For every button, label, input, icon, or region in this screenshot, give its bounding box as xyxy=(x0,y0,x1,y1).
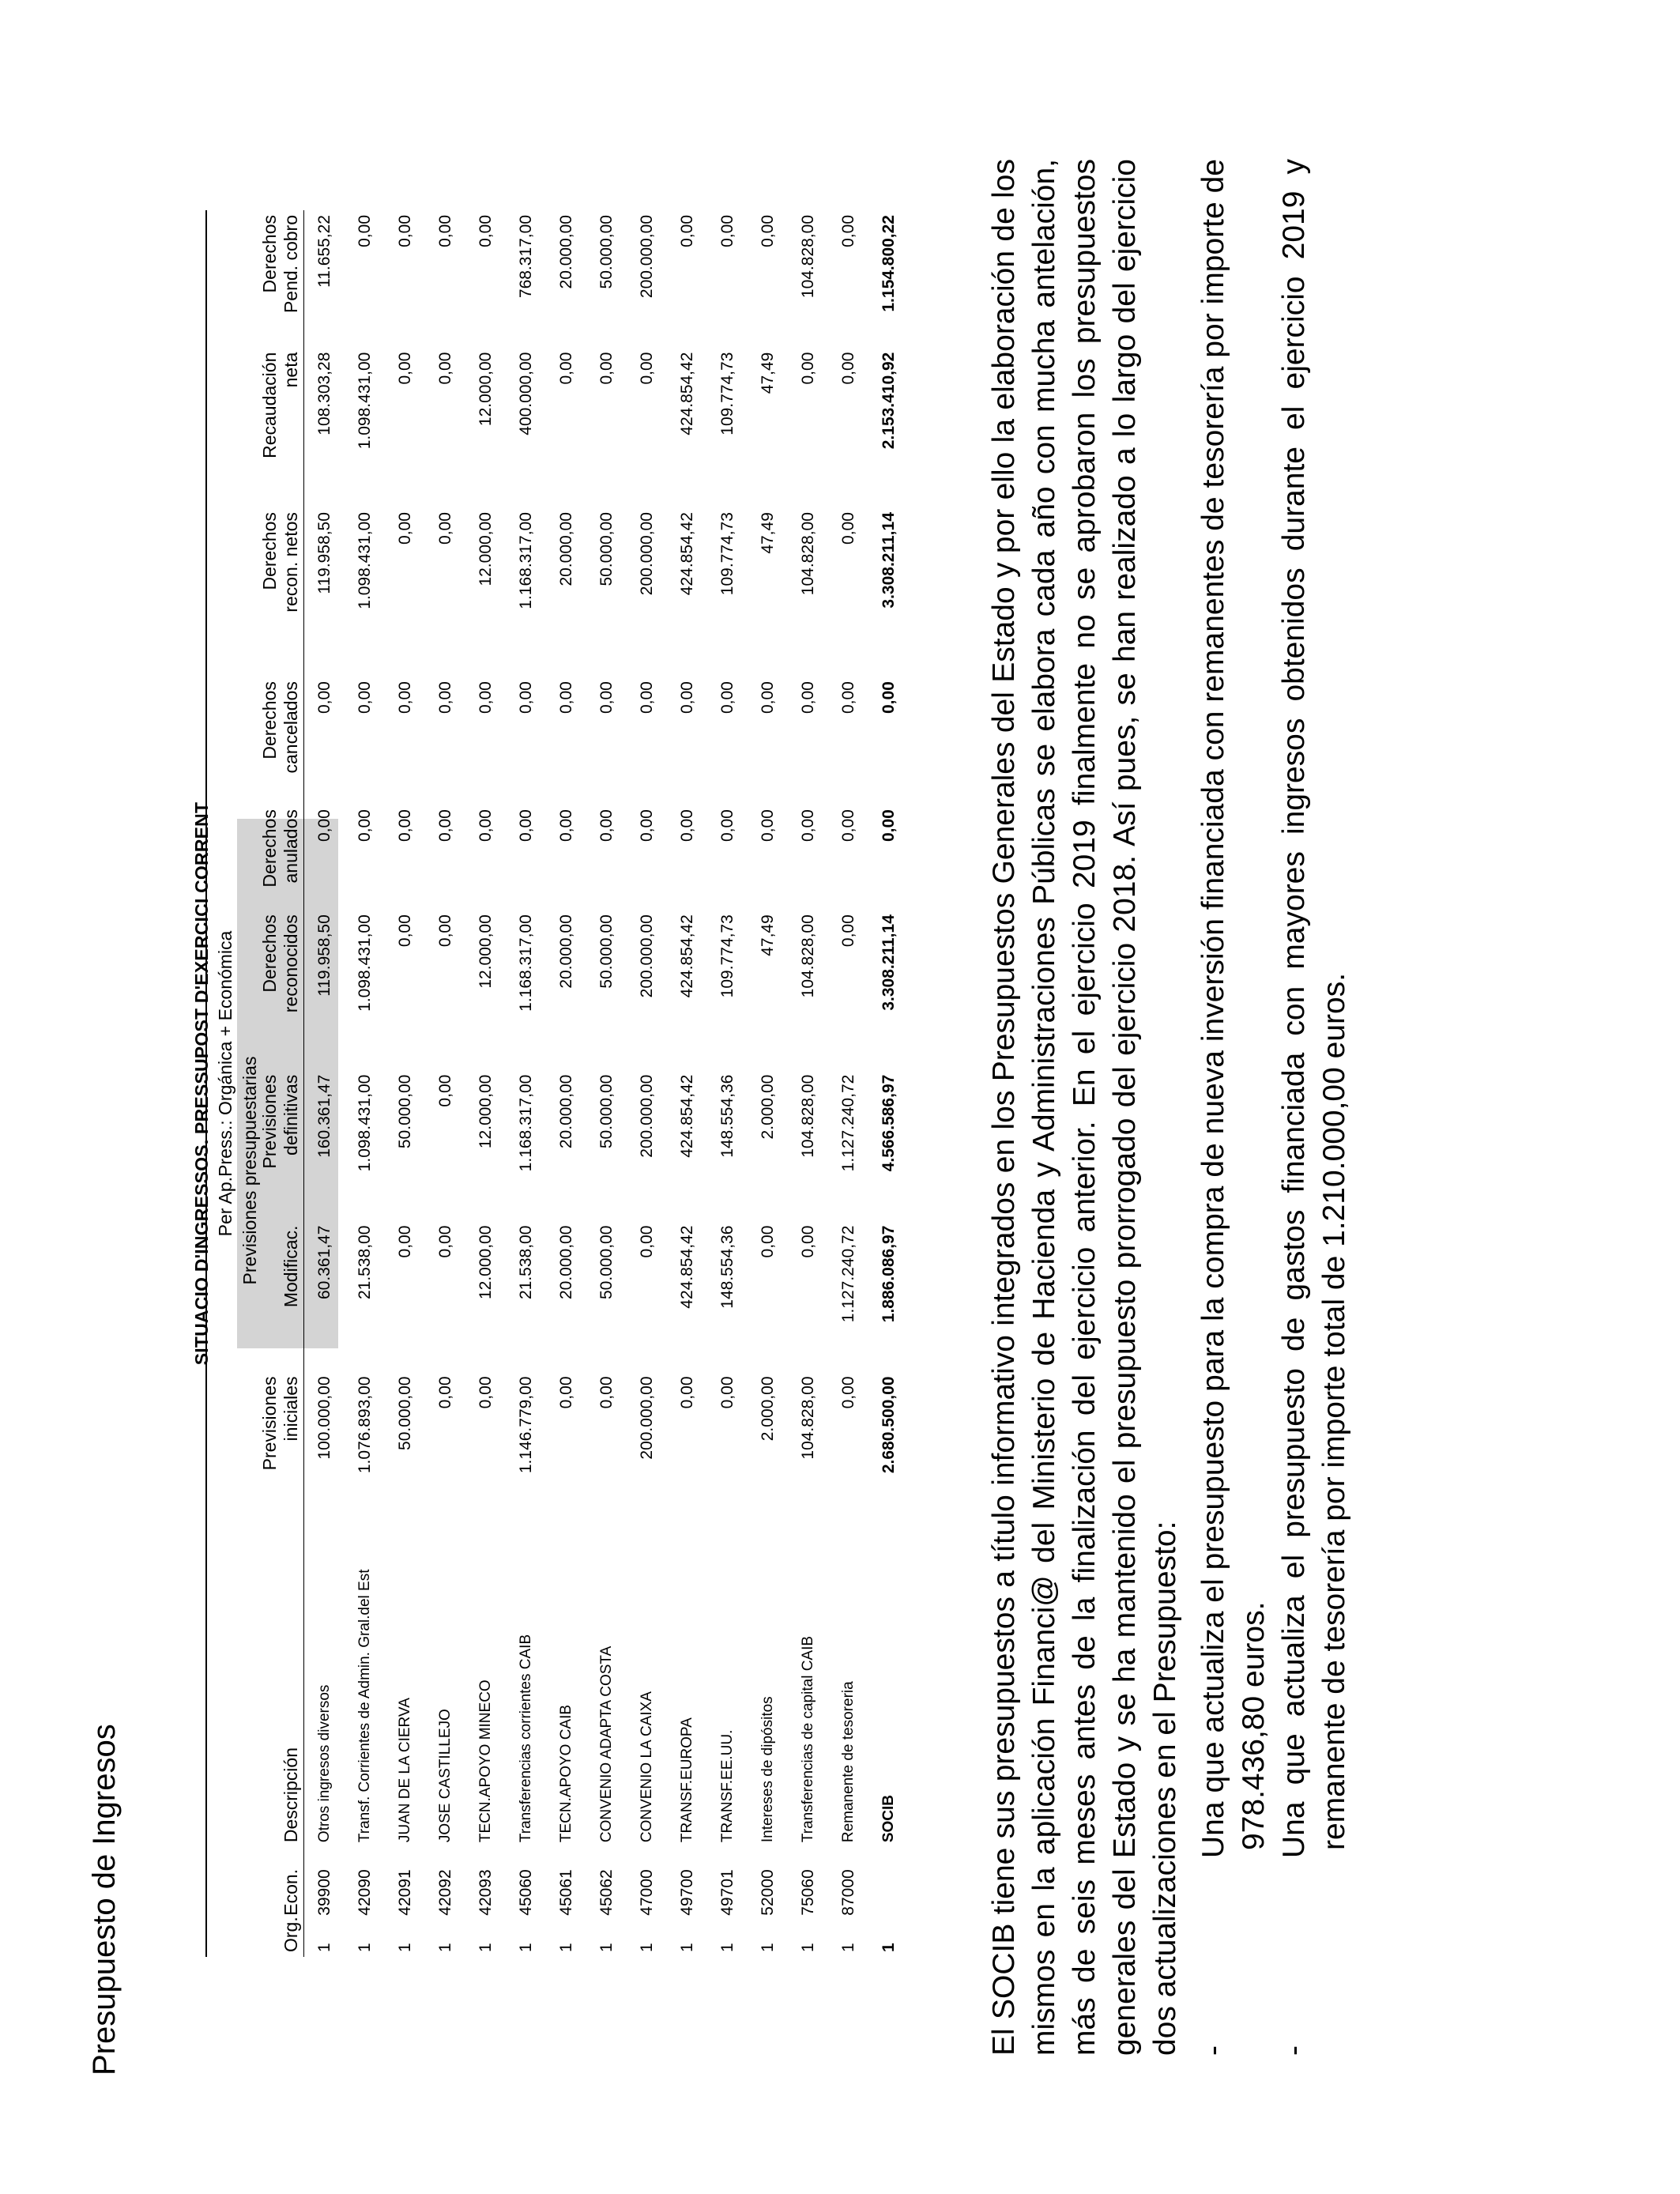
recon-netos-cell: 109.774,73 xyxy=(718,512,736,596)
prev-definitivas-cell: 12.000,00 xyxy=(476,1074,495,1149)
modificac-cell: 21.538,00 xyxy=(516,1225,535,1300)
table-row xyxy=(506,210,546,1957)
table-row xyxy=(627,210,667,1957)
col-org: Org. xyxy=(259,1921,304,1957)
recaudacion-cell: 0,00 xyxy=(838,352,857,385)
anulados-cell: 0,00 xyxy=(435,809,454,843)
org-cell: 1 xyxy=(476,1943,495,1952)
recaudacion-cell: 0,00 xyxy=(435,352,454,385)
table-top-rule xyxy=(205,210,207,1957)
table-row xyxy=(788,210,828,1957)
col-prev-definitivas: Previsiones definitivas xyxy=(259,1070,304,1221)
econ-cell: 87000 xyxy=(838,1869,857,1916)
econ-cell: 45061 xyxy=(556,1869,575,1916)
prev-iniciales-cell: 0,00 xyxy=(597,1376,616,1409)
anulados-cell: 0,00 xyxy=(838,809,857,843)
org-cell: 1 xyxy=(879,1943,898,1952)
modificac-cell: 0,00 xyxy=(435,1225,454,1258)
modificac-cell: 0,00 xyxy=(395,1225,414,1258)
pend-cobro-cell: 0,00 xyxy=(758,215,777,247)
recon-netos-cell: 200.000,00 xyxy=(637,512,656,596)
anulados-cell: 0,00 xyxy=(315,809,333,843)
anulados-cell: 0,00 xyxy=(597,809,616,843)
descripcion-cell: CONVENIO ADAPTA COSTA xyxy=(597,1646,615,1843)
prev-definitivas-cell: 148.554,36 xyxy=(718,1074,736,1158)
modificac-cell: 0,00 xyxy=(758,1225,777,1258)
col-prev-iniciales: Previsiones iniciales xyxy=(259,1372,304,1536)
prev-iniciales-cell: 0,00 xyxy=(435,1376,454,1409)
recon-netos-cell: 1.168.317,00 xyxy=(516,512,535,609)
col-modificac: Modificac. xyxy=(259,1221,304,1372)
recaudacion-cell: 0,00 xyxy=(395,352,414,385)
org-cell: 1 xyxy=(677,1943,696,1952)
reconocidos-cell: 47,49 xyxy=(758,914,777,956)
reconocidos-cell: 0,00 xyxy=(838,914,857,948)
reconocidos-cell: 200.000,00 xyxy=(637,914,656,998)
col-reconocidos: Derechos reconocidos xyxy=(259,910,304,1069)
recaudacion-cell: 424.854,42 xyxy=(677,352,696,435)
cancelados-cell: 0,00 xyxy=(879,681,898,714)
econ-cell: 42092 xyxy=(435,1869,454,1916)
recon-netos-cell: 119.958,50 xyxy=(315,512,333,594)
bullet-item xyxy=(1274,159,1354,2056)
pend-cobro-cell: 0,00 xyxy=(395,215,414,247)
page-title: Presupuesto de Ingresos xyxy=(87,1724,122,2075)
prev-iniciales-cell: 1.146.779,00 xyxy=(516,1376,535,1474)
org-cell: 1 xyxy=(597,1943,616,1952)
modificac-cell: 12.000,00 xyxy=(476,1225,495,1300)
org-cell: 1 xyxy=(758,1943,777,1952)
pend-cobro-cell: 0,00 xyxy=(677,215,696,247)
recaudacion-cell: 0,00 xyxy=(798,352,817,385)
prev-definitivas-cell: 2.000,00 xyxy=(758,1074,777,1140)
econ-cell: 49701 xyxy=(718,1869,736,1916)
prev-definitivas-cell: 50.000,00 xyxy=(597,1074,616,1149)
descripcion-cell: TRANSF.EE.UU. xyxy=(718,1729,736,1843)
pend-cobro-cell: 0,00 xyxy=(355,215,374,247)
col-descripcion: Descripción xyxy=(259,1536,304,1847)
cancelados-cell: 0,00 xyxy=(597,681,616,714)
pend-cobro-cell: 11.655,22 xyxy=(315,215,333,288)
econ-cell: 39900 xyxy=(315,1869,333,1916)
org-cell: 1 xyxy=(395,1943,414,1952)
descripcion-cell: SOCIB xyxy=(880,1794,897,1843)
anulados-cell: 0,00 xyxy=(395,809,414,843)
pend-cobro-cell: 200.000,00 xyxy=(637,215,656,299)
org-cell: 1 xyxy=(516,1943,535,1952)
anulados-cell: 0,00 xyxy=(516,809,535,843)
reconocidos-cell: 3.308.211,14 xyxy=(879,914,898,1011)
pend-cobro-cell: 0,00 xyxy=(476,215,495,247)
recon-netos-cell: 0,00 xyxy=(435,512,454,545)
reconocidos-cell: 119.958,50 xyxy=(315,914,333,997)
econ-cell: 42091 xyxy=(395,1869,414,1916)
descripcion-cell: CONVENIO LA CAIXA xyxy=(638,1691,655,1843)
table-row xyxy=(546,210,586,1957)
pend-cobro-cell: 50.000,00 xyxy=(597,215,616,289)
recaudacion-cell: 400.000,00 xyxy=(516,352,535,435)
pend-cobro-cell: 0,00 xyxy=(718,215,736,247)
descripcion-cell: JUAN DE LA CIERVA xyxy=(396,1698,413,1843)
recaudacion-cell: 47,49 xyxy=(758,352,777,394)
prev-iniciales-cell: 0,00 xyxy=(838,1376,857,1409)
org-cell: 1 xyxy=(315,1943,333,1952)
econ-cell: 49700 xyxy=(677,1869,696,1916)
econ-cell: 52000 xyxy=(758,1869,777,1916)
anulados-cell: 0,00 xyxy=(476,809,495,843)
descripcion-cell: TRANSF.EUROPA xyxy=(678,1717,695,1843)
cancelados-cell: 0,00 xyxy=(677,681,696,714)
descripcion-cell: Otros ingresos diversos xyxy=(315,1684,333,1843)
pend-cobro-cell: 768.317,00 xyxy=(516,215,535,299)
prev-iniciales-cell: 2.000,00 xyxy=(758,1376,777,1442)
prev-iniciales-cell: 2.680.500,00 xyxy=(879,1376,898,1474)
prev-definitivas-cell: 1.127.240,72 xyxy=(838,1074,857,1172)
table-body xyxy=(304,210,910,1957)
recon-netos-cell: 104.828,00 xyxy=(798,512,817,596)
bullet-text: Una que actualiza el presupuesto para la compra de nueva inversión financiada con remanentes de tesorería por importe de 978.436,80 euros. xyxy=(1196,159,1271,1858)
econ-cell: 47000 xyxy=(637,1869,656,1916)
prev-definitivas-cell: 200.000,00 xyxy=(637,1074,656,1158)
recon-netos-cell: 1.098.431,00 xyxy=(355,512,374,609)
modificac-cell: 0,00 xyxy=(798,1225,817,1258)
recaudacion-cell: 108.303,28 xyxy=(315,352,333,435)
recaudacion-cell: 0,00 xyxy=(637,352,656,385)
group-label: Previsiones presupuestarias xyxy=(239,1056,260,1285)
descripcion-cell: TECN.APOYO MINECO xyxy=(477,1679,494,1843)
modificac-cell: 21.538,00 xyxy=(355,1225,374,1300)
col-econ: Econ. xyxy=(259,1847,304,1921)
descripcion-cell: Intereses de dipósitos xyxy=(759,1696,776,1843)
recaudacion-cell: 109.774,73 xyxy=(718,352,736,435)
org-cell: 1 xyxy=(798,1943,817,1952)
prev-iniciales-cell: 104.828,00 xyxy=(798,1376,817,1460)
cancelados-cell: 0,00 xyxy=(838,681,857,714)
reconocidos-cell: 104.828,00 xyxy=(798,914,817,998)
anulados-cell: 0,00 xyxy=(355,809,374,843)
prev-iniciales-cell: 0,00 xyxy=(718,1376,736,1409)
reconocidos-cell: 12.000,00 xyxy=(476,914,495,989)
descripcion-cell: Remanente de tesoreria xyxy=(839,1681,857,1843)
anulados-cell: 0,00 xyxy=(798,809,817,843)
table-title: SITUACIO D'INGRESSOS. PRESSUPOST D'EXERCICI CORRENT xyxy=(191,801,212,1366)
prev-definitivas-cell: 104.828,00 xyxy=(798,1074,817,1158)
prev-iniciales-cell: 100.000,00 xyxy=(315,1376,333,1460)
prev-definitivas-cell: 4.566.586,97 xyxy=(879,1074,898,1172)
econ-cell xyxy=(868,1847,909,1921)
table-row xyxy=(828,210,868,1957)
prev-iniciales-cell: 0,00 xyxy=(677,1376,696,1409)
cancelados-cell: 0,00 xyxy=(718,681,736,714)
prev-iniciales-cell: 0,00 xyxy=(476,1376,495,1409)
bullet-item xyxy=(1193,159,1274,2056)
prev-iniciales-cell: 200.000,00 xyxy=(637,1376,656,1460)
col-pend-cobro: Derechos Pend. cobro xyxy=(259,210,304,348)
cancelados-cell: 0,00 xyxy=(516,681,535,714)
prev-definitivas-cell: 1.098.431,00 xyxy=(355,1074,374,1172)
modificac-cell: 20.000,00 xyxy=(556,1225,575,1300)
reconocidos-cell: 424.854,42 xyxy=(677,914,696,998)
reconocidos-cell: 1.098.431,00 xyxy=(355,914,374,1012)
modificac-cell: 0,00 xyxy=(637,1225,656,1258)
bullet-dash: - xyxy=(1277,2045,1311,2056)
anulados-cell: 0,00 xyxy=(879,809,898,843)
descripcion-cell: Transferencias corrientes CAIB xyxy=(517,1634,534,1843)
org-cell: 1 xyxy=(637,1943,656,1952)
pend-cobro-cell: 1.154.800,22 xyxy=(879,215,898,312)
table-subtitle: Per Ap.Press.: Orgánica + Económica xyxy=(215,930,235,1237)
modificac-cell: 1.127.240,72 xyxy=(838,1225,857,1323)
modificac-cell: 1.886.086,97 xyxy=(879,1225,898,1323)
reconocidos-cell: 50.000,00 xyxy=(597,914,616,989)
econ-cell: 45062 xyxy=(597,1869,616,1916)
cancelados-cell: 0,00 xyxy=(637,681,656,714)
cancelados-cell: 0,00 xyxy=(435,681,454,714)
table-row xyxy=(748,210,788,1957)
org-cell: 1 xyxy=(838,1943,857,1952)
prev-definitivas-cell: 424.854,42 xyxy=(677,1074,696,1158)
total-row xyxy=(868,210,909,1957)
prev-definitivas-cell: 1.168.317,00 xyxy=(516,1074,535,1172)
table-row xyxy=(465,210,506,1957)
cancelados-cell: 0,00 xyxy=(355,681,374,714)
recon-netos-cell: 424.854,42 xyxy=(677,512,696,596)
descripcion-cell: Transf. Corrientes de Admin. Gral.del Est xyxy=(356,1569,373,1843)
econ-cell: 75060 xyxy=(798,1869,817,1916)
cancelados-cell: 0,00 xyxy=(758,681,777,714)
recaudacion-cell: 0,00 xyxy=(597,352,616,385)
bullet-list xyxy=(1193,159,1354,2056)
prev-definitivas-cell: 20.000,00 xyxy=(556,1074,575,1149)
prev-iniciales-cell: 0,00 xyxy=(556,1376,575,1409)
bullet-text: Una que actualiza el presupuesto de gastos financiada con mayores ingresos obtenidos durante el ejercicio 2019 y remanente de tesorería por importe total de 1.210.000,00 euros. xyxy=(1277,159,1351,1858)
descripcion-cell: TECN.APOYO CAIB xyxy=(557,1704,574,1843)
recon-netos-cell: 20.000,00 xyxy=(556,512,575,586)
cancelados-cell: 0,00 xyxy=(476,681,495,714)
income-table xyxy=(259,210,909,1957)
modificac-cell: 50.000,00 xyxy=(597,1225,616,1300)
recaudacion-cell: 0,00 xyxy=(556,352,575,385)
cancelados-cell: 0,00 xyxy=(395,681,414,714)
descripcion-cell: JOSE CASTILLEJO xyxy=(436,1709,454,1843)
table-row xyxy=(425,210,465,1957)
bullet-dash: - xyxy=(1196,2045,1230,2056)
org-cell: 1 xyxy=(435,1943,454,1952)
cancelados-cell: 0,00 xyxy=(798,681,817,714)
descripcion-cell: Transferencias de capital CAIB xyxy=(799,1635,816,1843)
table-row xyxy=(667,210,707,1957)
econ-cell: 42093 xyxy=(476,1869,495,1916)
body-paragraph: El SOCIB tiene sus presupuestos a título informativo integrados en los Presupuestos Generales del Estado y por ello la elaboración de los mismos en la aplicación Financi@ del Ministerio de Hacienda y Administraciones Públicas se elabora cada año con mucha antelación, más de seis meses antes de la finalización del ejercicio anterior. En el ejercicio 2019 finalmente no se aprobaron los presupuestos generales del Estado y se ha mantenido el presupuesto prorrogado del ejercicio 2018. Así pues, se han realizado a lo largo del ejercicio dos actualizaciones en el Presupuesto: xyxy=(987,159,1182,2056)
modificac-cell: 424.854,42 xyxy=(677,1225,696,1309)
pend-cobro-cell: 20.000,00 xyxy=(556,215,575,289)
prev-iniciales-cell: 1.076.893,00 xyxy=(355,1376,374,1474)
modificac-cell: 148.554,36 xyxy=(718,1225,736,1309)
table-row xyxy=(304,210,345,1957)
header-row xyxy=(259,210,304,1957)
cancelados-cell: 0,00 xyxy=(556,681,575,714)
col-anulados: Derechos anulados xyxy=(259,805,304,910)
anulados-cell: 0,00 xyxy=(637,809,656,843)
anulados-cell: 0,00 xyxy=(758,809,777,843)
col-recon-netos: Derechos recon. netos xyxy=(259,507,304,677)
prev-definitivas-cell: 50.000,00 xyxy=(395,1074,414,1149)
table-row xyxy=(385,210,425,1957)
econ-cell: 42090 xyxy=(355,1869,374,1916)
modificac-cell: 60.361,47 xyxy=(315,1225,333,1300)
recon-netos-cell: 47,49 xyxy=(758,512,777,554)
col-recaudacion: Recaudación neta xyxy=(259,348,304,507)
cancelados-cell: 0,00 xyxy=(315,681,333,714)
anulados-cell: 0,00 xyxy=(677,809,696,843)
reconocidos-cell: 1.168.317,00 xyxy=(516,914,535,1012)
org-cell: 1 xyxy=(718,1943,736,1952)
prev-definitivas-cell: 0,00 xyxy=(435,1074,454,1107)
reconocidos-cell: 109.774,73 xyxy=(718,914,736,998)
recon-netos-cell: 0,00 xyxy=(395,512,414,545)
recon-netos-cell: 0,00 xyxy=(838,512,857,545)
pend-cobro-cell: 0,00 xyxy=(838,215,857,247)
org-cell: 1 xyxy=(556,1943,575,1952)
table-row xyxy=(345,210,385,1957)
recaudacion-cell: 2.153.410,92 xyxy=(879,352,898,450)
anulados-cell: 0,00 xyxy=(718,809,736,843)
recon-netos-cell: 3.308.211,14 xyxy=(879,512,898,609)
table-row xyxy=(707,210,748,1957)
pend-cobro-cell: 104.828,00 xyxy=(798,215,817,299)
reconocidos-cell: 0,00 xyxy=(435,914,454,948)
prev-iniciales-cell: 50.000,00 xyxy=(395,1376,414,1450)
anulados-cell: 0,00 xyxy=(556,809,575,843)
prev-definitivas-cell: 160.361,47 xyxy=(315,1074,333,1158)
recon-netos-cell: 50.000,00 xyxy=(597,512,616,586)
econ-cell: 45060 xyxy=(516,1869,535,1916)
reconocidos-cell: 0,00 xyxy=(395,914,414,948)
org-cell: 1 xyxy=(355,1943,374,1952)
col-cancelados: Derechos cancelados xyxy=(259,677,304,805)
table-row xyxy=(586,210,627,1957)
pend-cobro-cell: 0,00 xyxy=(435,215,454,247)
recaudacion-cell: 12.000,00 xyxy=(476,352,495,427)
recaudacion-cell: 1.098.431,00 xyxy=(355,352,374,450)
recon-netos-cell: 12.000,00 xyxy=(476,512,495,586)
reconocidos-cell: 20.000,00 xyxy=(556,914,575,989)
